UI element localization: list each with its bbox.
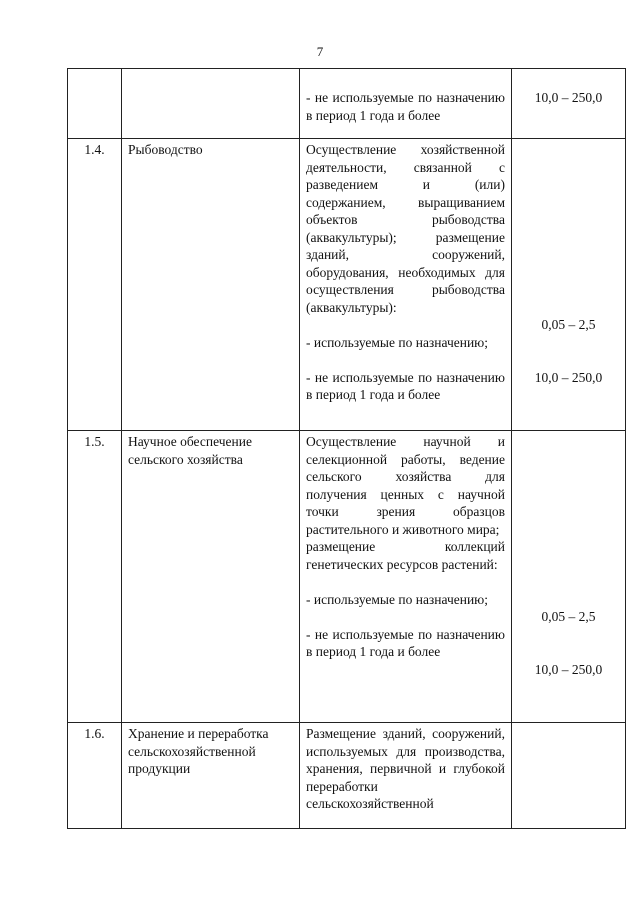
table-row-continuation [68,69,626,139]
row-value [512,139,626,431]
row-description [300,69,512,139]
value-not-used: 10,0 – 250,0 [534,90,603,105]
row-number: 1.5. [68,431,122,723]
row-name: Научное обеспечение сельского хозяйства [122,431,300,723]
table-row-1-5 [68,431,626,723]
land-use-table [67,68,626,829]
desc-not-used: - не используемые по назначению в период 1 года и более [306,90,505,123]
row-value [512,431,626,723]
value-not-used: 10,0 – 250,0 [534,369,603,385]
row-description [300,139,512,431]
table-row-1-6 [68,723,626,829]
value-used: 0,05 – 2,5 [541,609,596,624]
page-number: 7 [316,44,324,59]
row-number: 1.6. [68,723,122,829]
row-value [512,723,626,829]
desc-not-used: - не используемые по назначению в период 1 года и более [306,369,505,402]
desc-collections: размещение коллекций генетических ресурсов растений: [306,539,505,572]
row-name [122,69,300,139]
table-row-1-4 [68,139,626,431]
value-not-used: 10,0 – 250,0 [534,661,603,677]
row-name: Хранение и переработка сельскохозяйственной продукции [122,723,300,829]
value-used: 0,05 – 2,5 [541,317,596,332]
row-description [300,431,512,723]
desc-used: - используемые по назначению; [306,591,489,607]
row-description [300,723,512,829]
row-number: 1.4. [68,139,122,431]
desc-used: - используемые по назначению; [306,334,489,350]
desc-main: Осуществление хозяйственной деятельности, связанной с разведением и (или) содержанием, выращиванием объектов рыбоводства (аквакультуры); размещение зданий, сооружений, оборудования, необходимых для осуществления рыбоводства (аквакультуры): [306,142,505,315]
row-name: Рыбоводство [122,139,300,431]
desc-main: Осуществление научной и селекционной работы, ведение сельского хозяйства для получения ценных с научной точки зрения образцов растительного и животного мира; [306,434,505,537]
desc-main: Размещение зданий, сооружений, используемых для производства, хранения, первичной и глубокой переработки сельскохозяйственной [306,726,505,811]
row-value [512,69,626,139]
row-number [68,69,122,139]
desc-not-used: - не используемые по назначению в период 1 года и более [306,626,505,659]
